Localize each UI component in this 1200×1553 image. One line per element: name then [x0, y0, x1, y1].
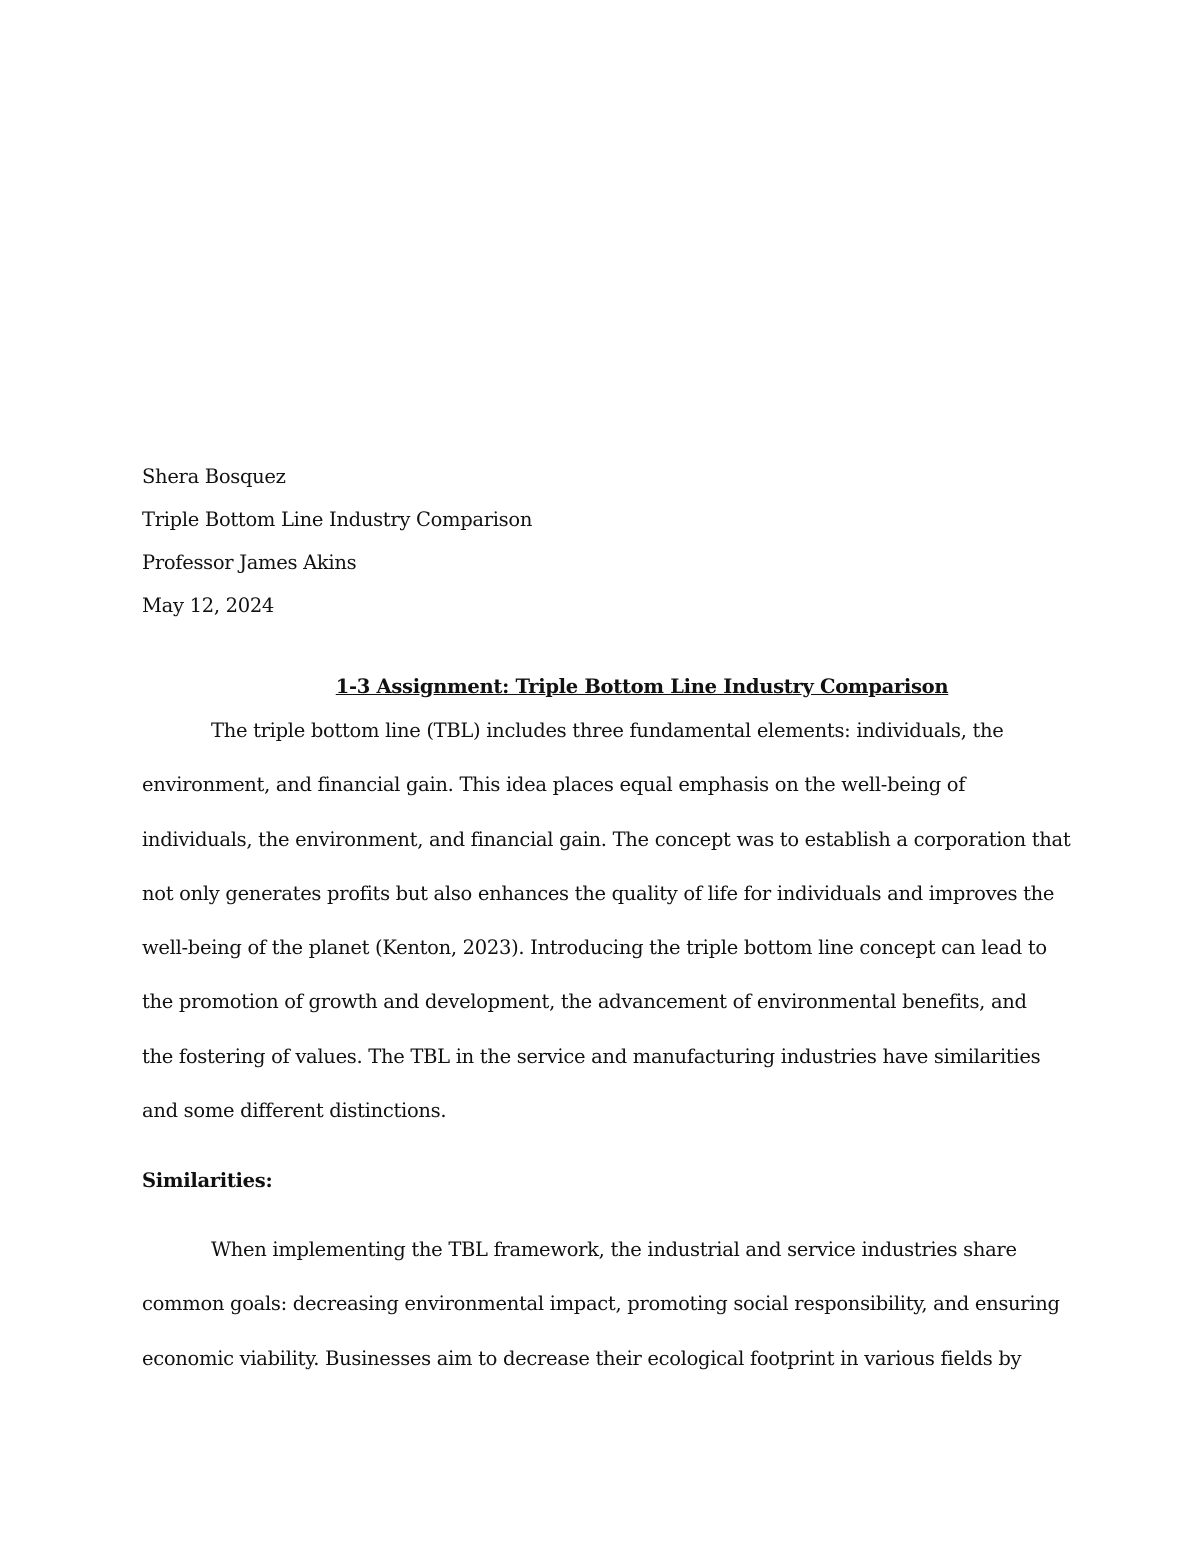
similarities-paragraph	[142, 1236, 1062, 1399]
paragraph-line: not only generates profits but also enhances the quality of life for individuals and improves the	[142, 881, 1055, 905]
document-date: May 12, 2024	[142, 594, 275, 617]
section-heading-similarities: Similarities:	[142, 1169, 273, 1192]
paragraph-line: economic viability. Businesses aim to decrease their ecological footprint in various fields by	[142, 1346, 1022, 1370]
course-name: Triple Bottom Line Industry Comparison	[142, 508, 533, 531]
document-title: 1-3 Assignment: Triple Bottom Line Industry Comparison	[335, 675, 949, 698]
header-block	[142, 455, 1062, 627]
paragraph-line: the promotion of growth and development, the advancement of environmental benefits, and	[142, 990, 1027, 1014]
paragraph-line: The triple bottom line (TBL) includes three fundamental elements: individuals, the	[211, 719, 1004, 742]
paragraph-line: the fostering of values. The TBL in the service and manufacturing industries have similarities	[142, 1044, 1041, 1068]
paragraph-line: well-being of the planet (Kenton, 2023). Introducing the triple bottom line concept can lead to	[142, 936, 1047, 960]
author-name: Shera Bosquez	[142, 465, 286, 488]
professor-name: Professor James Akins	[142, 551, 357, 574]
paragraph-line: When implementing the TBL framework, the industrial and service industries share	[211, 1238, 1017, 1261]
paragraph-line: environment, and financial gain. This idea places equal emphasis on the well-being of	[142, 773, 966, 797]
intro-paragraph	[142, 717, 1071, 1151]
paragraph-line: individuals, the environment, and financial gain. The concept was to establish a corporation that	[142, 827, 1071, 851]
paragraph-line: and some different distinctions.	[142, 1099, 447, 1123]
paragraph-line: common goals: decreasing environmental impact, promoting social responsibility, and ensuring	[142, 1292, 1060, 1316]
